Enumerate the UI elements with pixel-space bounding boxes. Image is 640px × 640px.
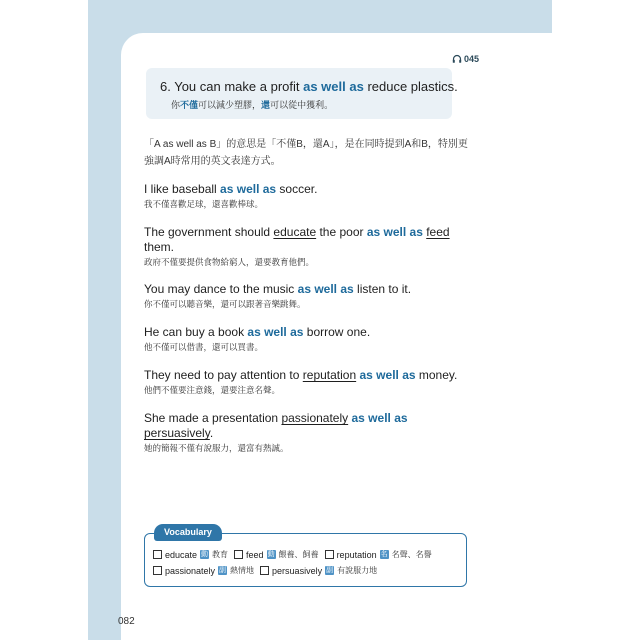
key-phrase: as well as	[303, 79, 364, 94]
example-chinese: 政府不僅要提供食物給窮人，還要教育他們。	[144, 257, 315, 267]
example-english: The government should educate the poor as well as feed them.	[144, 225, 450, 254]
example-english: I like baseball as well as soccer.	[144, 182, 318, 196]
audio-track[interactable]	[452, 54, 479, 64]
example-english: You may dance to the music as well as listen to it.	[144, 282, 412, 296]
example-chinese: 他不僅可以借書，還可以買書。	[144, 342, 264, 352]
vocab-item: educate 動 教育	[153, 549, 228, 560]
vocab-word: educate	[273, 225, 317, 239]
vocabulary-title: Vocabulary	[154, 524, 222, 541]
vocab-item: persuasively 副 有說服力地	[260, 565, 377, 576]
audio-track-number: 045	[464, 54, 480, 64]
example-chinese: 他們不僅要注意錢，還要注意名聲。	[144, 385, 281, 395]
part-of-speech-badge: 副	[326, 567, 334, 574]
checkbox[interactable]	[153, 550, 162, 559]
key-sentence-english: 6. You can make a profit as well as reduce plastics.	[160, 79, 458, 94]
checkbox[interactable]	[234, 550, 243, 559]
example-4	[144, 325, 474, 354]
vocab-word: persuasively	[144, 426, 210, 440]
part-of-speech-badge: 名	[380, 551, 388, 558]
vocab-item: feed 動 餵養、飼養	[234, 549, 319, 560]
vocabulary-box	[144, 533, 467, 587]
example-2	[144, 225, 474, 269]
example-1	[144, 182, 474, 211]
example-chinese: 我不僅喜歡足球，還喜歡棒球。	[144, 199, 264, 209]
vocab-word: passionately	[281, 411, 349, 425]
page-number: 082	[118, 616, 135, 627]
part-of-speech-badge: 動	[201, 551, 209, 558]
example-english: She made a presentation passionately as well as persuasively.	[144, 411, 408, 440]
vocab-item: passionately 副 熱情地	[153, 565, 254, 576]
explanation-text: 「A as well as B」的意思是「不僅B，還A」，是在同時提到A和B，特別更強調A時常用的英文表達方式。	[144, 139, 468, 167]
key-sentence-box	[146, 68, 458, 119]
example-6	[144, 411, 474, 455]
example-english: He can buy a book as well as borrow one.	[144, 325, 371, 339]
vocab-row-2	[153, 565, 377, 576]
vocab-word: reputation	[302, 368, 357, 382]
key-sentence-chinese: 你不僅可以減少塑膠，還可以從中獲利。	[171, 100, 334, 110]
part-of-speech-badge: 動	[267, 551, 275, 558]
example-english: They need to pay attention to reputation as well as money.	[144, 368, 458, 382]
headphones-icon	[452, 54, 462, 64]
example-chinese: 你不僅可以聽音樂，還可以跟著音樂跳舞。	[144, 299, 306, 309]
vocab-row-1	[153, 549, 432, 560]
example-chinese: 她的簡報不僅有說服力，還富有熱誠。	[144, 443, 289, 453]
part-of-speech-badge: 副	[219, 567, 227, 574]
checkbox[interactable]	[325, 550, 334, 559]
example-5	[144, 368, 474, 397]
vocab-item: reputation 名 名聲、名譽	[325, 549, 432, 560]
checkbox[interactable]	[153, 566, 162, 575]
example-3	[144, 282, 474, 311]
vocab-word: feed	[426, 225, 450, 239]
checkbox[interactable]	[260, 566, 269, 575]
